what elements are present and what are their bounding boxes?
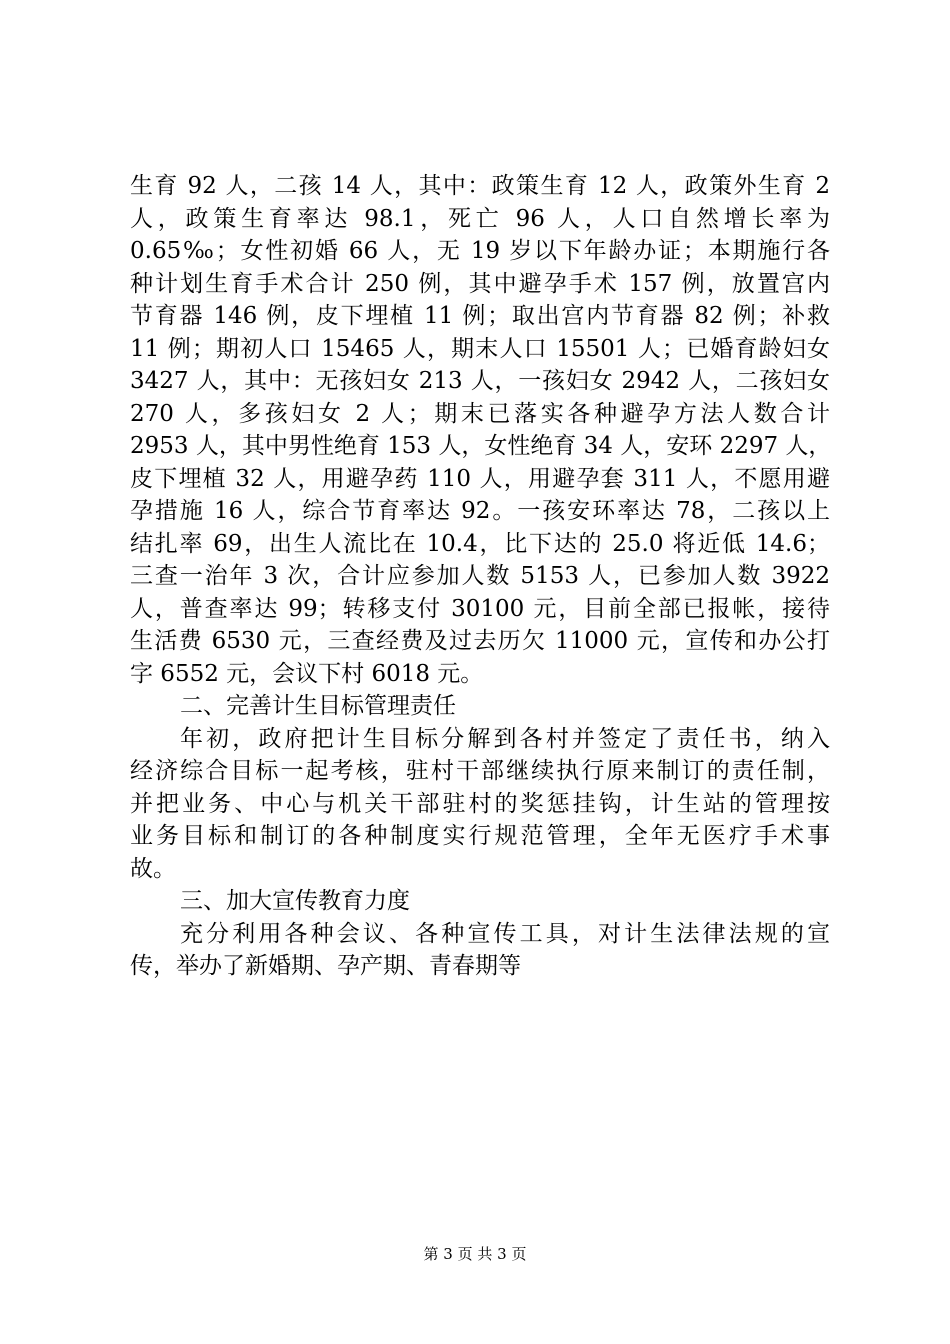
- page-number-footer: 第 3 页 共 3 页: [423, 1245, 527, 1263]
- text-line: 人，政策生育率达 98.1，死亡 96 人，人口自然增长率为: [130, 205, 830, 232]
- text-line: 传，举办了新婚期、孕产期、青春期等: [130, 953, 521, 979]
- section-heading: 三、加大宣传教育力度: [180, 888, 410, 914]
- text-line: 故。: [130, 855, 176, 882]
- text-line: 0.65‰；女性初婚 66 人，无 19 岁以下年龄办证；本期施行各: [130, 238, 830, 264]
- text-line: 年初，政府把计生目标分解到各村并签定了责任书，纳入: [180, 725, 830, 752]
- section-heading: 二、完善计生目标管理责任: [180, 693, 456, 719]
- text-line: 三查一治年 3 次，合计应参加人数 5153 人，已参加人数 3922: [130, 563, 830, 589]
- text-line: 经济综合目标一起考核，驻村干部继续执行原来制订的责任制，: [130, 758, 830, 784]
- text-line: 皮下埋植 32 人，用避孕药 110 人，用避孕套 311 人，不愿用避: [130, 465, 830, 492]
- text-line: 2953 人，其中男性绝育 153 人，女性绝育 34 人，安环 2297 人，: [130, 433, 832, 459]
- text-line: 节育器 146 例，皮下埋植 11 例；取出宫内节育器 82 例；补救: [130, 303, 830, 329]
- document-body: [130, 170, 830, 983]
- text-line: 充分利用各种会议、各种宣传工具，对计生法律法规的宣: [180, 920, 830, 947]
- text-line: 3427 人，其中：无孩妇女 213 人，一孩妇女 2942 人，二孩妇女: [130, 368, 830, 394]
- text-line: 生活费 6530 元，三查经费及过去历欠 11000 元，宣传和办公打: [130, 628, 830, 654]
- text-line: 270 人，多孩妇女 2 人；期末已落实各种避孕方法人数合计: [130, 400, 830, 427]
- text-line: 字 6552 元，会议下村 6018 元。: [130, 660, 484, 687]
- text-line: 11 例；期初人口 15465 人，期末人口 15501 人；已婚育龄妇女: [130, 335, 830, 362]
- text-line: 孕措施 16 人，综合节育率达 92。一孩安环率达 78，二孩以上: [130, 498, 830, 524]
- text-line: 业务目标和制订的各种制度实行规范管理，全年无医疗手术事: [130, 823, 830, 849]
- text-line: 结扎率 69，出生人流比在 10.4，比下达的 25.0 将近低 14.6；: [130, 530, 830, 557]
- text-line: 种计划生育手术合计 250 例，其中避孕手术 157 例，放置宫内: [130, 270, 830, 297]
- text-line: 并把业务、中心与机关干部驻村的奖惩挂钩，计生站的管理按: [130, 790, 830, 817]
- text-line: 生育 92 人，二孩 14 人，其中：政策生育 12 人，政策外生育 2: [130, 173, 830, 199]
- text-line: 人，普查率达 99；转移支付 30100 元，目前全部已报帐，接待: [130, 595, 830, 622]
